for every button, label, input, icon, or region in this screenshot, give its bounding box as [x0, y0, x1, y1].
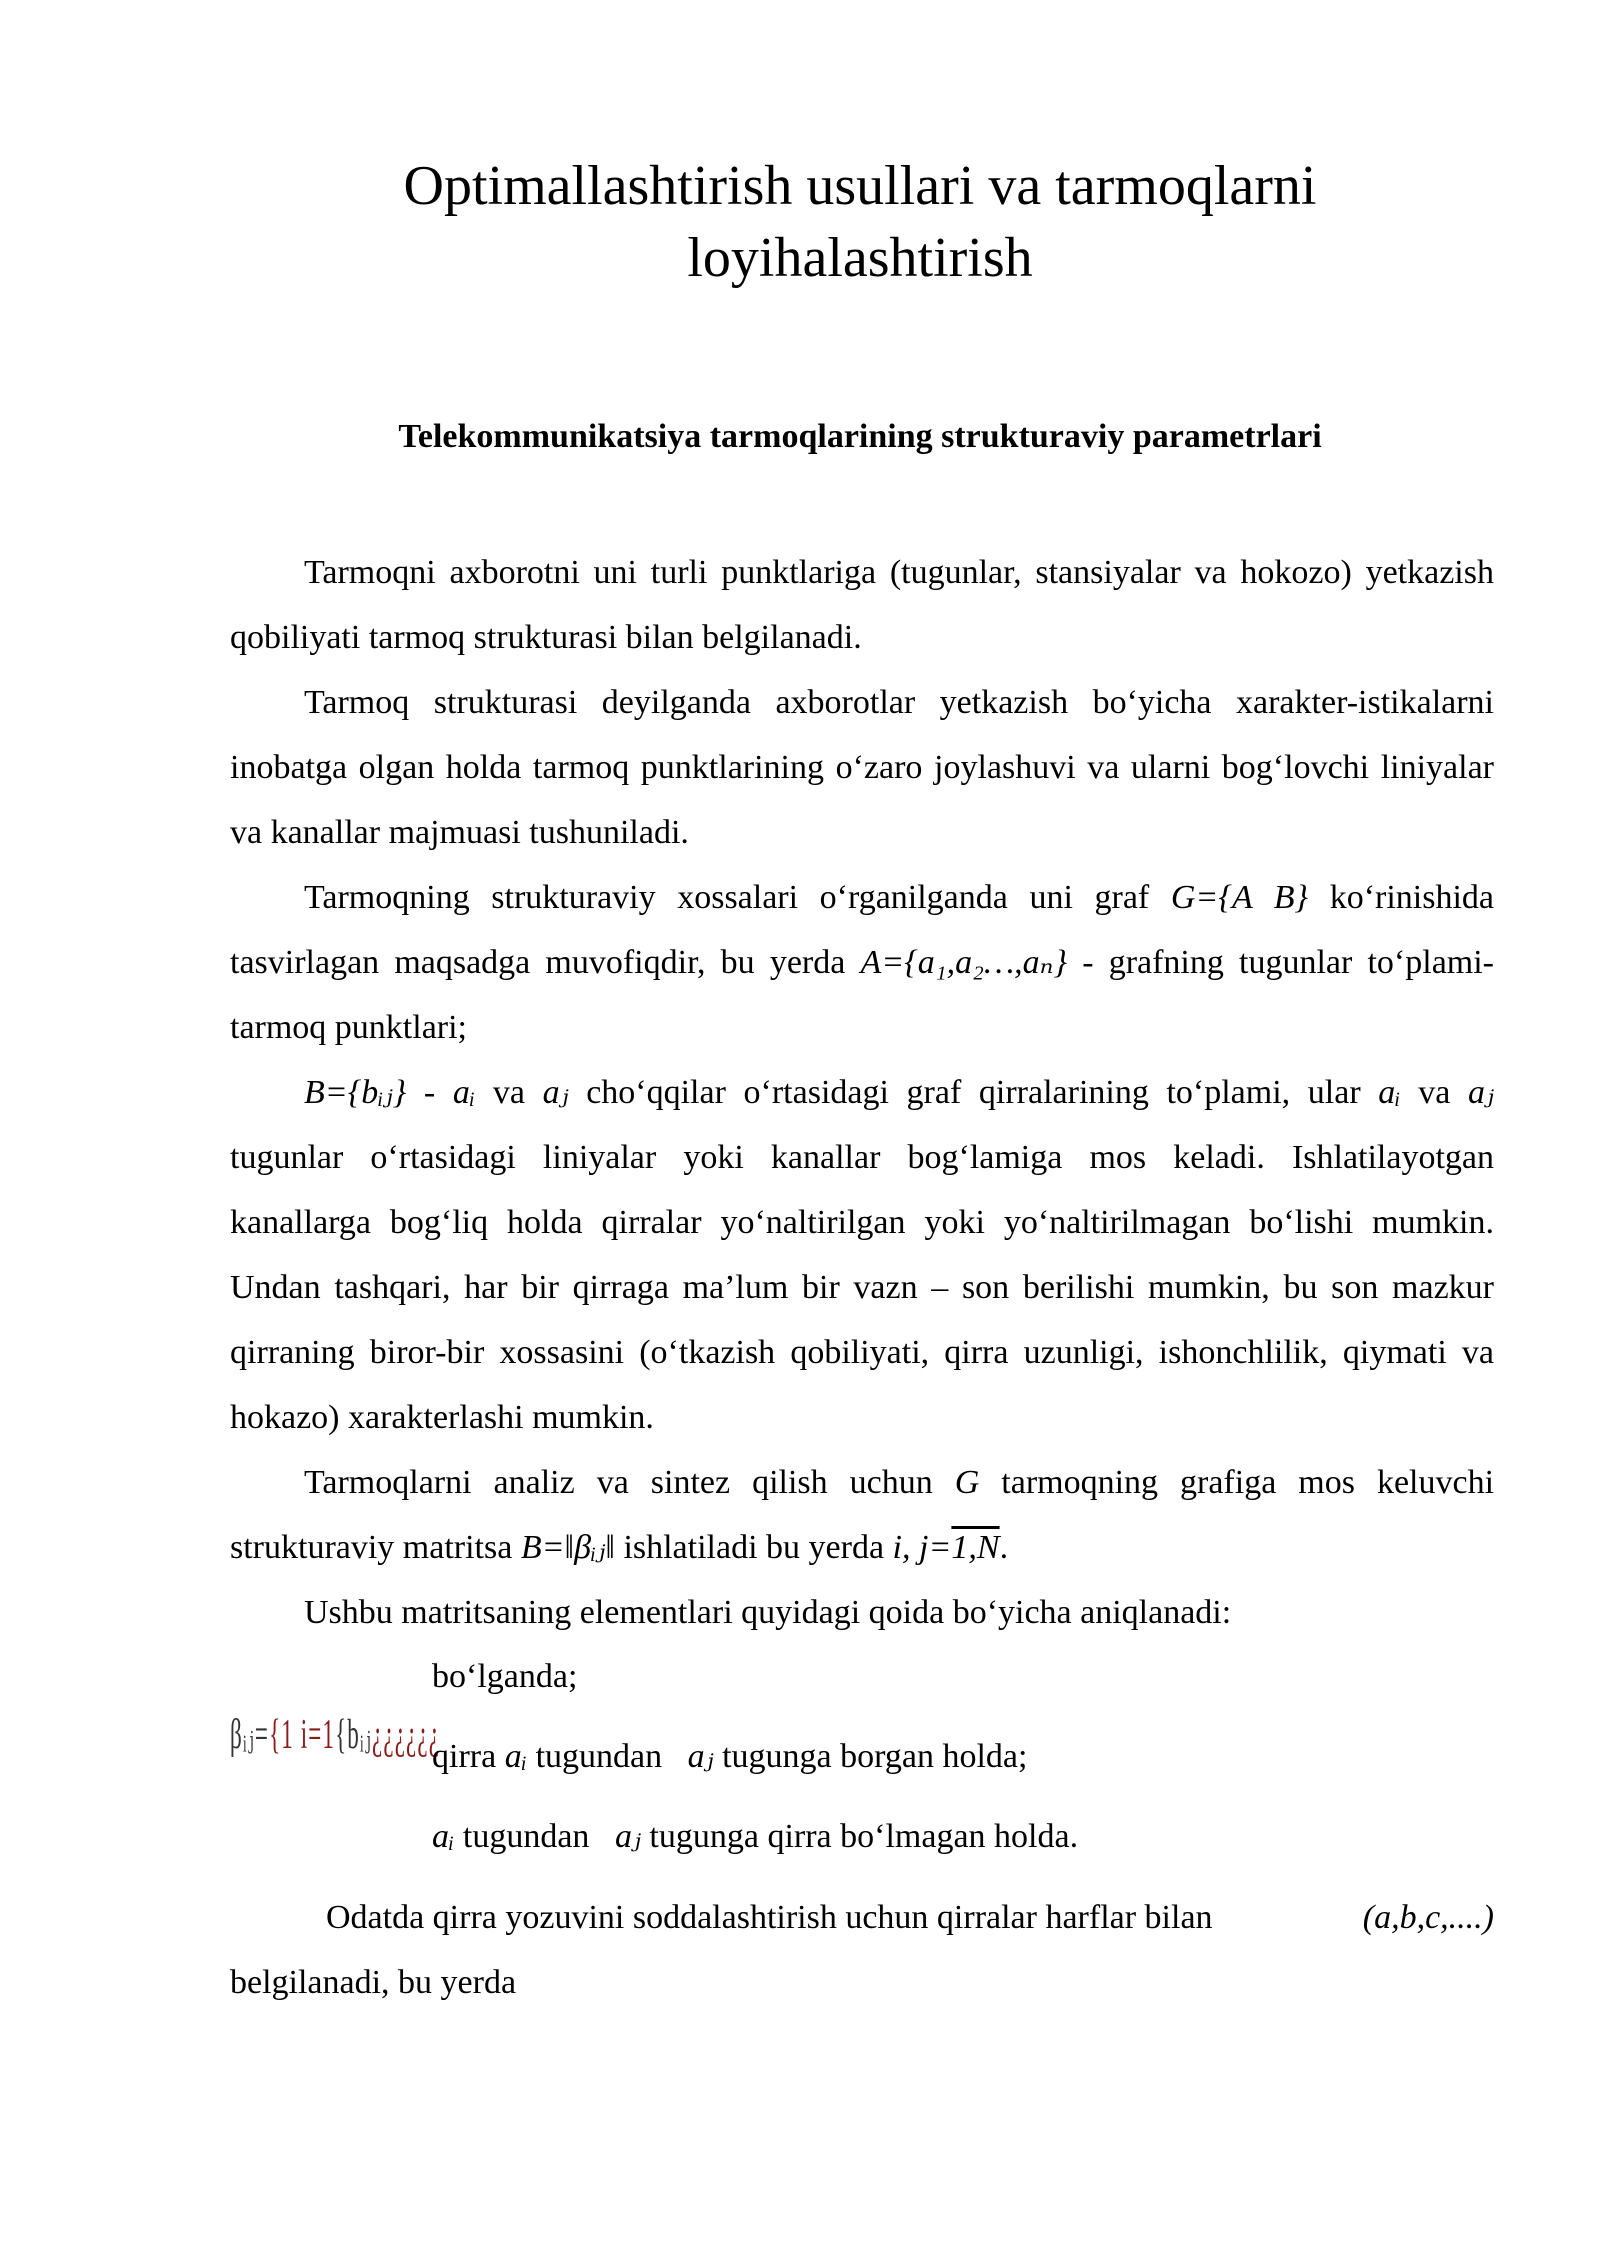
- section-heading: Telekommunikatsiya tarmoqlarining strukturaviy parametrlari: [398, 418, 1322, 455]
- paragraph-3: [230, 865, 1494, 1060]
- p5-text-d: .: [999, 1529, 1009, 1566]
- cases-lhs-brace-1: {1 i=1: [269, 1712, 336, 1758]
- cases-lhs-beta: βᵢⱼ=: [230, 1712, 270, 1758]
- paragraph-1: Tarmoqni axborotni uni turli punktlariga (tugunlar, stansiyalar va hokozo) yetkazish qobiliyati tarmoq strukturasi bilan belgilanadi.: [230, 554, 1494, 656]
- paragraph-7: [230, 1885, 1494, 2015]
- case3-text-a: tugundan: [462, 1818, 590, 1855]
- index-range-label: i, j=: [892, 1529, 952, 1566]
- formula-a-i: aᵢ: [452, 1074, 476, 1111]
- case3-text-b: tugunga qirra bo‘lmagan holda.: [649, 1818, 1079, 1855]
- page-title: Optimallashtirish usullari va tarmoqlarni loyihalashtirish: [403, 155, 1317, 289]
- formula-g: G: [954, 1464, 980, 1501]
- formula-a-j: aⱼ: [542, 1074, 569, 1111]
- p4-text-c: cho‘qqilar o‘rtasidagi graf qirralarining to‘plami, ular: [586, 1074, 1361, 1111]
- p5-text-a: Tarmoqlarni analiz va sintez qilish uchun: [304, 1464, 933, 1501]
- formula-graph-def: G={A B}: [1170, 879, 1309, 916]
- case3-formula-a-i: aᵢ: [432, 1818, 455, 1855]
- case2-text-b: tugundan: [535, 1738, 663, 1775]
- formula-structure-matrix: B=‖βᵢⱼ‖: [520, 1529, 615, 1566]
- cases-formula-lhs: [230, 1709, 440, 1759]
- cases-lhs-brace-2: {bᵢⱼ: [335, 1712, 372, 1758]
- document-body: [230, 540, 1494, 2015]
- case1-text: bo‘lganda;: [432, 1658, 578, 1695]
- matrix-element-rule: [230, 1645, 1494, 1885]
- p4-text-d: va: [1418, 1074, 1451, 1111]
- p5-text-c: ishlatiladi bu yerda: [623, 1529, 885, 1566]
- paragraph-2: Tarmoq strukturasi deyilganda axborotlar yetkazish bo‘yicha xarakter-istikalarni inobatga olgan holda tarmoq punktlarining o‘zaro joylashuvi va ularni bog‘lovchi liniyalar va kanallar majmuasi tushuniladi.: [230, 684, 1494, 851]
- p4-text-a: -: [423, 1074, 436, 1111]
- cases-lhs-glyphs: ¿¿¿¿¿¿: [371, 1712, 441, 1758]
- case2-formula-a-i: aᵢ: [504, 1738, 528, 1775]
- paragraph-6: Ushbu matritsaning elementlari quyidagi qoida bo‘yicha aniqlanadi:: [304, 1594, 1232, 1631]
- case3-formula-a-j: aⱼ: [614, 1818, 641, 1855]
- p5-text-b: tarmoqning grafiga mos keluvchi strukturaviy matritsa: [230, 1464, 1495, 1566]
- case2-formula-a-j: aⱼ: [687, 1738, 714, 1775]
- formula-a-i-2: aᵢ: [1378, 1074, 1401, 1111]
- p4-text-e: tugunlar o‘rtasidagi liniyalar yoki kanallar bog‘lamiga mos keladi. Ishlatilayotgan kanallarga bog‘liq holda qirralar yo‘naltirilgan yoki yo‘naltirilmagan bo‘lishi mumkin. Undan tashqari, har bir qirraga ma’lum bir vazn – son berilishi mumkin, bu son mazkur qirraning biror-bir xossasini (o‘tkazish qobiliyati, qirra uzunligi, ishonchlilik, qiymati va hokazo) xarakterlashi mumkin.: [230, 1139, 1494, 1436]
- index-range-overline: 1,N: [951, 1529, 1000, 1566]
- p7-text-a: Odatda qirra yozuvini soddalashtirish uchun qirralar harflar bilan: [326, 1899, 1213, 1936]
- formula-edge-set: B={bᵢⱼ}: [304, 1074, 407, 1111]
- case-row-1: [432, 1657, 577, 1697]
- paragraph-5: [230, 1450, 1494, 1580]
- formula-vertex-set: A={a₁,a₂…,aₙ}: [860, 944, 1068, 981]
- p7-text-b: belgilanadi, bu yerda: [230, 1964, 517, 2001]
- case2-text-c: tugunga borgan holda;: [722, 1738, 1028, 1775]
- case2-text-a: qirra: [432, 1738, 497, 1775]
- paragraph-4: [230, 1060, 1494, 1450]
- p3-text-a: Tarmoqning strukturaviy xossalari o‘rganilganda uni graf: [304, 879, 1150, 916]
- p3-text-c: - grafning tugunlar to‘plami-tarmoq punktlari;: [230, 944, 1494, 1046]
- formula-edge-letters: (a,b,c,....): [1362, 1899, 1494, 1936]
- case-row-3: [432, 1817, 1078, 1857]
- formula-a-j-2: aⱼ: [1468, 1074, 1494, 1111]
- formula-index-range: [893, 1529, 1000, 1566]
- p4-text-b: va: [492, 1074, 525, 1111]
- case-row-2: [432, 1737, 1027, 1777]
- p3-text-b: ko‘rinishida tasvirlagan maqsadga muvofiqdir, bu yerda: [230, 879, 1494, 981]
